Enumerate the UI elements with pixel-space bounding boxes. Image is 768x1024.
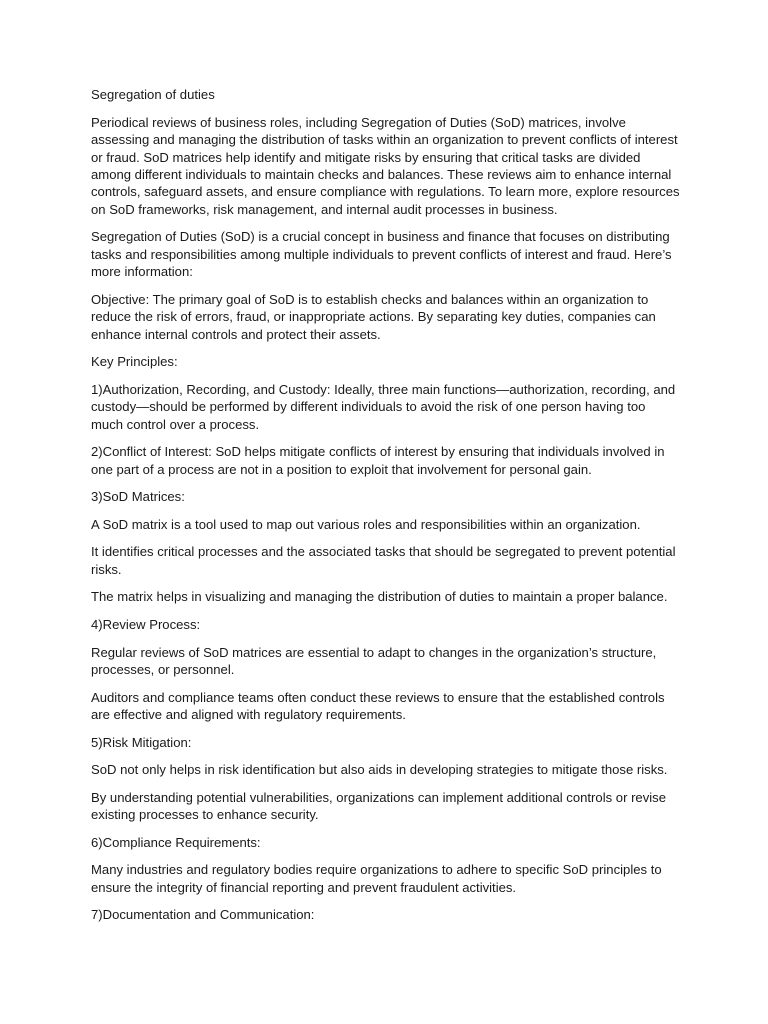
- document-title: Segregation of duties: [91, 87, 215, 102]
- document-body: [91, 86, 681, 934]
- paragraph-objective: Objective: The primary goal of SoD is to establish checks and balances within an organization to reduce the risk of errors, fraud, or inappropriate actions. By separating key duties, companies can enhance internal controls and protect their assets.: [91, 291, 656, 342]
- heading-key-principles: Key Principles:: [91, 354, 178, 370]
- paragraph-risk-identification: SoD not only helps in risk identification but also aids in developing strategies to mitigate those risks.: [91, 762, 668, 778]
- paragraph-compliance: Many industries and regulatory bodies require organizations to adhere to specific SoD principles to ensure the integrity of financial reporting and prevent fraudulent activities.: [91, 862, 662, 895]
- heading-compliance-requirements: 6)Compliance Requirements:: [91, 834, 261, 850]
- paragraph-auditors: Auditors and compliance teams often conduct these reviews to ensure that the established controls are effective and aligned with regulatory requirements.: [91, 689, 665, 723]
- paragraph-matrix-identifies: It identifies critical processes and the associated tasks that should be segregated to prevent potential risks.: [91, 544, 676, 577]
- paragraph-authorization: 1)Authorization, Recording, and Custody: Ideally, three main functions—authorization, recording, and custody—should be performed by different individuals to avoid the risk of one person having too much control over a process.: [91, 381, 676, 432]
- paragraph-definition: Segregation of Duties (SoD) is a crucial concept in business and finance that focuses on distributing tasks and responsibilities among multiple individuals to prevent conflicts of interest and fraud. Here’s more information:: [91, 229, 672, 280]
- heading-review-process: 4)Review Process:: [91, 617, 201, 633]
- paragraph-matrix-visualizing: The matrix helps in visualizing and managing the distribution of duties to maintain a proper balance.: [91, 589, 668, 605]
- heading-risk-mitigation: 5)Risk Mitigation:: [91, 734, 192, 750]
- paragraph-conflict-of-interest: 2)Conflict of Interest: SoD helps mitigate conflicts of interest by ensuring that individuals involved in one part of a process are not in a position to exploit that involvement for personal gain.: [91, 444, 665, 477]
- paragraph-vulnerabilities: By understanding potential vulnerabilities, organizations can implement additional controls or revise existing processes to enhance security.: [91, 789, 666, 823]
- paragraph-intro: Periodical reviews of business roles, including Segregation of Duties (SoD) matrices, involve assessing and managing the distribution of tasks within an organization to prevent conflicts of interest or fraud. SoD matrices help identify and mitigate risks by ensuring that critical tasks are divided among different individuals to maintain checks and balances. These reviews aim to enhance internal controls, safeguard assets, and ensure compliance with regulations. To learn more, explore resources on SoD frameworks, risk management, and internal audit processes in business.: [91, 114, 680, 217]
- heading-sod-matrices: 3)SoD Matrices:: [91, 489, 185, 505]
- heading-documentation-communication: 7)Documentation and Communication:: [91, 907, 315, 923]
- paragraph-matrix-tool: A SoD matrix is a tool used to map out various roles and responsibilities within an organization.: [91, 516, 641, 532]
- paragraph-regular-reviews: Regular reviews of SoD matrices are essential to adapt to changes in the organization’s structure, processes, or personnel.: [91, 644, 657, 678]
